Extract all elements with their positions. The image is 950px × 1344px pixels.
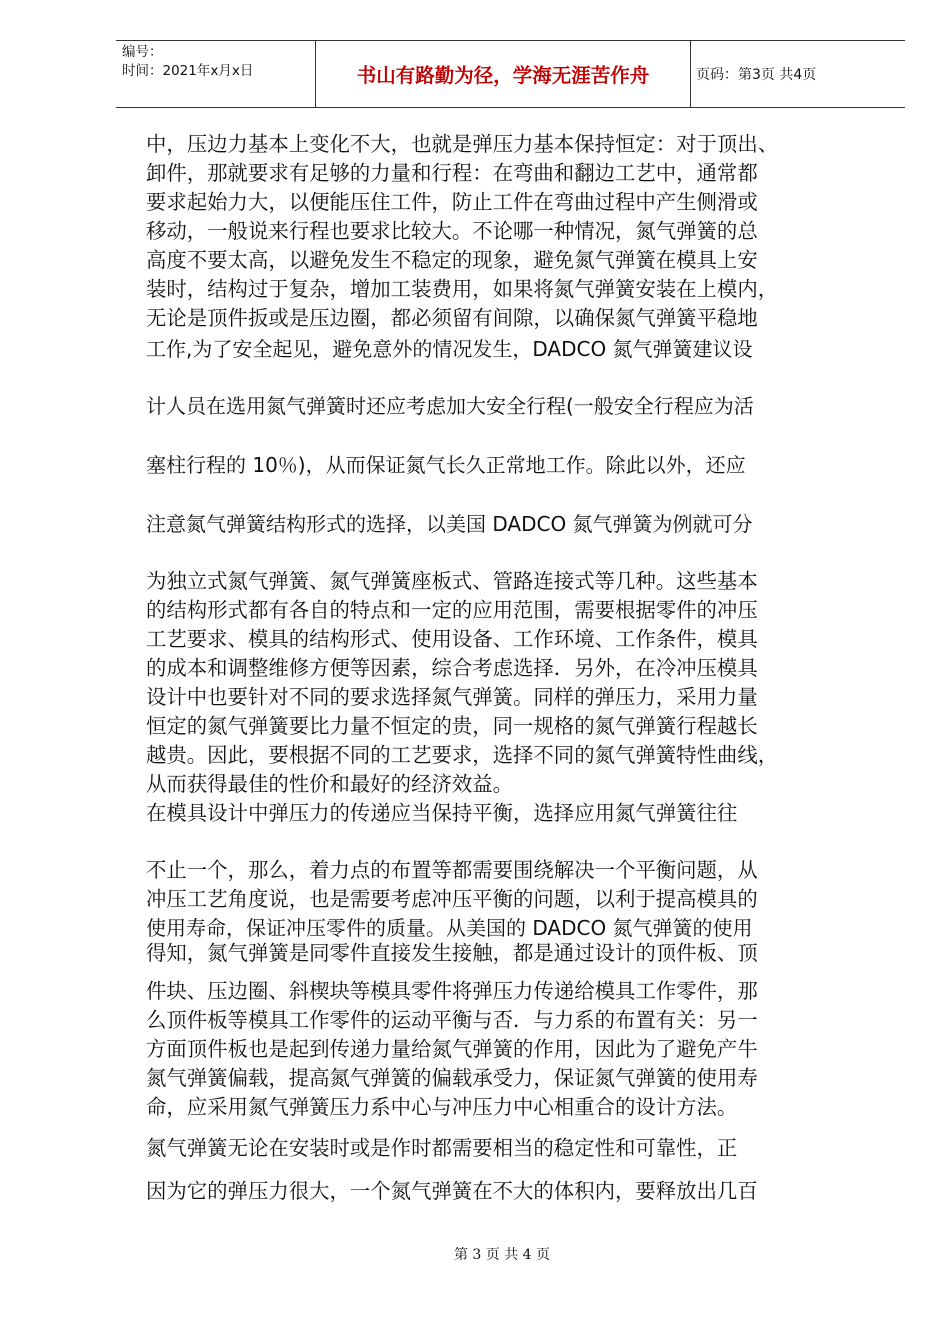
text-line: 方面顶件板也是起到传递力量给氮气弹簧的作用，因此为了避免产牛 <box>146 1037 758 1061</box>
text-line: 装时，结构过于复杂，增加工装费用，如果将氮气弹簧安装在上模内， <box>146 277 779 301</box>
page-footer: 第 3 页 共 4 页 <box>453 1247 551 1263</box>
text-line: 为独立式氮气弹簧、氮气弹簧座板式、管路连接式等几种。这些基本 <box>146 569 758 593</box>
text-line: 不止一个，那么，着力点的布置等都需要围绕解决一个平衡问题，从 <box>146 858 758 882</box>
text-line: 在模具设计中弹压力的传递应当保持平衡，选择应用氮气弹簧往往 <box>146 801 738 825</box>
text-line: 件块、压边圈、斜楔块等模具零件将弹压力传递给模具工作零件，那 <box>146 979 758 1003</box>
text-line: 冲压工艺角度说，也是需要考虑冲压平衡的问题，以利于提高模具的 <box>146 887 758 911</box>
text-line: 使用寿命，保证冲压零件的质量。从美国的 DADCO 氮气弹簧的使用 <box>146 916 753 940</box>
text-line: 越贵。因此，要根据不同的工艺要求，选择不同的氮气弹簧特性曲线， <box>146 743 779 767</box>
text-line: 从而获得最佳的性价和最好的经济效益。 <box>146 772 514 796</box>
text-line: 移动，一般说来行程也要求比较大。不论哪一种情况，氮气弹簧的总 <box>146 219 758 243</box>
text-line: 因为它的弹压力很大，一个氮气弹簧在不大的体积内，要释放出几百 <box>146 1179 758 1203</box>
text-line: 卸件，那就要求有足够的力量和行程：在弯曲和翻边工艺中，通常都 <box>146 161 758 185</box>
page-info: 页码：第3页 共4页 <box>696 67 817 83</box>
text-line: 得知，氮气弹簧是同零件直接发生接触，都是通过设计的顶件板、顶 <box>146 941 758 965</box>
header-meta <box>122 43 314 81</box>
text-line: 要求起始力大，以便能压住工件，防止工件在弯曲过程中产生侧滑或 <box>146 190 758 214</box>
text-line: 命，应采用氮气弹簧压力系中心与冲压力中心相重合的设计方法。 <box>146 1095 738 1119</box>
text-line: 高度不要太高，以避免发生不稳定的现象，避免氮气弹簧在模具上安 <box>146 248 758 272</box>
text-line: 计人员在选用氮气弹簧时还应考虑加大安全行程(一般安全行程应为活 <box>146 394 754 418</box>
text-line: 注意氮气弹簧结构形式的选择，以美国 DADCO 氮气弹簧为例就可分 <box>146 512 753 536</box>
number-label: 编号： <box>122 44 163 60</box>
text-line: 塞柱行程的 10％)，从而保证氮气长久正常地工作。除此以外，还应 <box>146 453 746 477</box>
text-line: 工作,为了安全起见，避免意外的情况发生，DADCO 氮气弹簧建议设 <box>146 337 753 361</box>
text-line: 的成本和调整维修方便等因素，综合考虑选择．另外，在冷冲压模具 <box>146 656 758 680</box>
text-line: 工艺要求、模具的结构形式、使用设备、工作环境、工作条件，模具 <box>146 627 758 651</box>
page-header <box>116 40 905 108</box>
text-line: 无论是顶件扳或是压边圈，都必须留有间隙，以确保氮气弹簧平稳地 <box>146 306 758 330</box>
text-line: 么顶件板等模具工作零件的运动平衡与否．与力系的布置有关：另一 <box>146 1008 758 1032</box>
text-line: 设计中也要针对不同的要求选择氮气弹簧。同样的弹压力，采用力量 <box>146 685 758 709</box>
motto-title: 书山有路勤为径，学海无涯苦作舟 <box>315 41 691 107</box>
text-line: 中，压边力基本上变化不大，也就是弹压力基本保持恒定：对于顶出、 <box>146 132 779 156</box>
text-line: 氮气弹簧无论在安装时或是作时都需要相当的稳定性和可靠性，正 <box>146 1136 738 1160</box>
time-label: 时间：2021年x月x日 <box>122 63 254 79</box>
text-line: 的结构形式都有各自的特点和一定的应用范围，需要根据零件的冲压 <box>146 598 758 622</box>
text-line: 氮气弹簧偏载，提高氮气弹簧的偏载承受力，保证氮气弹簧的使用寿 <box>146 1066 758 1090</box>
text-line: 恒定的氮气弹簧要比力量不恒定的贵，同一规格的氮气弹簧行程越长 <box>146 714 758 738</box>
